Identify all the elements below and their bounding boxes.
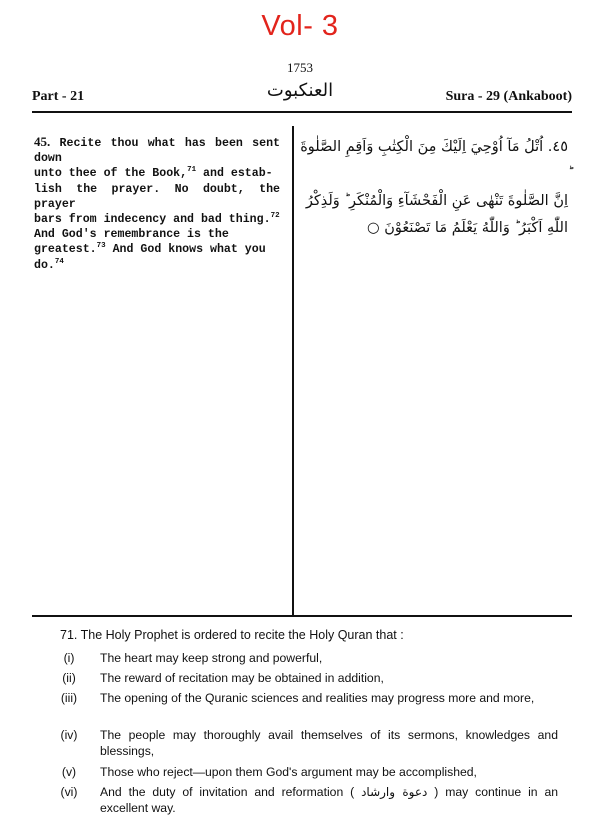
surah-arabic-title: العنكبوت — [266, 80, 334, 101]
footnote-item — [38, 784, 558, 816]
volume-label: Vol- 3 — [261, 10, 339, 42]
verse-number: 45. — [34, 134, 51, 149]
footnote-ref-71[interactable]: 71 — [187, 166, 197, 175]
footnote-item-text: The reward of recitation may be obtained in addition, — [100, 671, 384, 685]
footnote-item-number: (i) — [63, 651, 75, 665]
footnote-item-number: (ii) — [62, 671, 76, 685]
arabic-verse-line: ٤٥. اُتْلُ مَآ اُوْحِيَ اِلَيْكَ مِنَ الْكِتٰبِ وَاَقِمِ الصَّلٰوةَ — [300, 139, 568, 155]
arabic-verse-line: اِنَّ الصَّلٰوةَ تَنْهٰى عَنِ الْفَحْشَآءِ وَالْمُنْكَرِ ؕ وَلَذِكْرُ — [305, 193, 568, 209]
footnote-item — [38, 690, 558, 706]
verse-text-line: and estab- — [196, 167, 273, 181]
header-rule — [32, 111, 572, 113]
verse-text-line: lish the prayer. No doubt, the prayer — [34, 182, 280, 211]
verse-text-line: do. — [34, 258, 55, 272]
footnote-text-part: ) may continue in an excellent way. — [100, 785, 558, 815]
arabic-verse — [300, 134, 568, 242]
footnote-item — [38, 670, 558, 686]
verse-text-line: Recite thou what has been sent down — [34, 137, 280, 166]
part-label: Part - 21 — [32, 89, 85, 104]
footnote-rule — [32, 615, 572, 617]
footnote-item-number: (iii) — [60, 691, 78, 705]
verse-text-line: And God knows what you — [105, 243, 266, 257]
footnote-item-text: The heart may keep strong and powerful, — [100, 651, 323, 665]
verse-text-line: greatest. — [34, 243, 97, 257]
footnote-item-number: (iv) — [60, 728, 78, 742]
footnote-item — [38, 650, 558, 666]
verse-text-line: unto thee of the Book, — [34, 167, 188, 181]
verse-text-line: And God's remembrance is the — [34, 228, 229, 242]
footnote-ref-74[interactable]: 74 — [54, 257, 64, 266]
footnote-item — [38, 764, 558, 780]
verse-text-line: bars from indecency and bad thing. — [34, 213, 271, 227]
footnote-text-part: And the duty of invitation and reformation ( — [100, 785, 355, 799]
footnote-ref-72[interactable]: 72 — [270, 212, 280, 221]
footnote-item — [38, 727, 558, 759]
footnote-item-number: (vi) — [60, 785, 78, 799]
footnote-item-number: (v) — [61, 765, 77, 779]
arabic-verse-line: اللّٰهِ اَكْبَرُ ؕ وَاللّٰهُ يَعْلَمُ مَا تَصْنَعُوْنَ ○ — [366, 220, 568, 236]
english-verse — [34, 134, 280, 273]
footnote-item-text — [100, 784, 558, 816]
page-number: 1753 — [287, 60, 313, 75]
footnote-arabic-phrase: دعوة وارشاد — [361, 785, 428, 799]
footnote-ref-73[interactable]: 73 — [96, 242, 106, 251]
footnote-heading: 71. The Holy Prophet is ordered to recite the Holy Quran that : — [60, 628, 404, 642]
footnote-item-text: Those who reject—upon them God's argument may be accomplished, — [100, 765, 477, 779]
column-divider — [292, 126, 294, 615]
footnote-item-text: The opening of the Quranic sciences and realities may progress more and more, — [100, 691, 535, 705]
footnote-item-text: The people may thoroughly avail themselves of its sermons, knowledges and blessings, — [100, 728, 558, 758]
sura-label: Sura - 29 (Ankaboot) — [445, 89, 572, 104]
